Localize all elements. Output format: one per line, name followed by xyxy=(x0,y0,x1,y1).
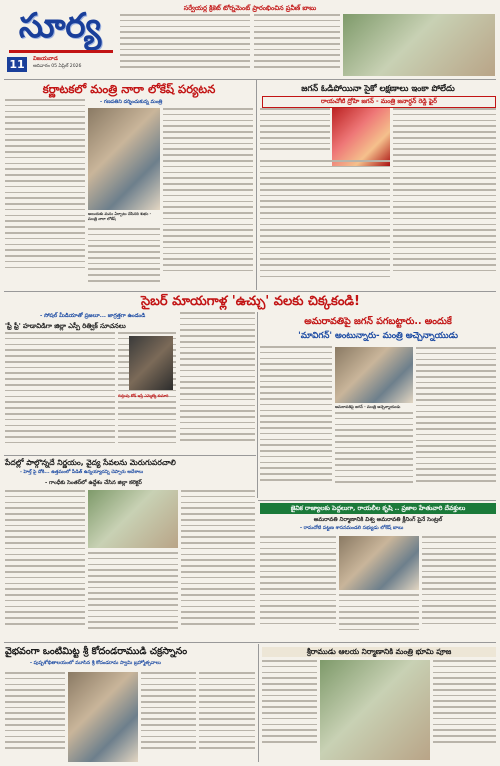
health-body-col2 xyxy=(88,552,178,640)
newspaper-logo: సూర్య xyxy=(18,6,102,46)
cyber-subhead: - సోషల్ మీడియాతో ప్రజలూ... జాగ్రత్తగా ఉండండి xyxy=(40,313,146,319)
achchennaidu-photo xyxy=(335,347,413,403)
ramalayam-body-col1 xyxy=(262,660,317,762)
lokesh-headline: కర్ణాటకలో మంత్రి నారా లోకేష్ పర్యటన xyxy=(42,82,216,96)
industries-headline: జైవిక రాజ్యాలకు పెద్దలుగా, రాయలీల కృషి .. ప్రజాల హేతువారి దేవక్తులు xyxy=(260,503,496,514)
industries-body-col3 xyxy=(422,536,496,640)
cricket-team-photo xyxy=(343,14,495,76)
amaravati-headline: అమరావతిపై జగన్ పగబట్టారు.. అందుకే xyxy=(304,316,452,327)
cyber-body-col3 xyxy=(180,312,255,452)
industries-subhead: అమరావతి నిర్మాణానికి విశ్వ అమరావతి క్లీనింగ్ పైనే సెంట్రల్ xyxy=(313,517,443,523)
minister-portrait-photo xyxy=(332,108,390,166)
lead-body-text xyxy=(120,14,250,76)
amaravati-body-col1 xyxy=(260,346,332,496)
cyber-headline: సైబర్ మాయగాళ్ల 'ఉచ్చు' వలకు చిక్కకండి! xyxy=(141,294,360,309)
divider xyxy=(4,291,496,292)
ramalayam-headline: శ్రీరాముడు ఆలయ నిర్మాణానికి మంత్రి భూమి పూజ xyxy=(262,647,496,657)
vontimitta-body-col1 xyxy=(5,672,65,762)
lokesh-body-col2 xyxy=(88,228,160,288)
cyber-body-col1 xyxy=(5,332,115,452)
health-subhead-2: - గాంధీకు సెంతర్‌లో ఉద్దేశం చేసిన జిల్లా కలెక్టర్ xyxy=(45,480,142,486)
logo-underline xyxy=(9,50,113,53)
divider xyxy=(4,455,256,456)
vontimitta-headline: వైభవంగా ఒంటిమిట్ట శ్రీ కోదండరాముడి చక్రస్నానం xyxy=(5,646,188,657)
lead-body-text-2 xyxy=(254,14,340,76)
divider xyxy=(256,80,257,290)
industries-body-col2 xyxy=(339,594,419,640)
lokesh-body-col1 xyxy=(5,99,85,289)
industries-subhead-2: - రామచోటి పట్టణ శాసనమండలి సభ్యుడు లోకేష్ బాబు xyxy=(300,526,404,531)
health-body-col3 xyxy=(181,490,255,640)
lokesh-body-col3 xyxy=(163,108,253,288)
issue-date: ఆదివారం 05 ఏప్రిల్ 2026 xyxy=(33,64,82,69)
divider xyxy=(258,500,496,501)
masthead xyxy=(5,3,117,75)
divider xyxy=(258,644,259,762)
bhoomi-puja-photo xyxy=(320,660,430,760)
vontimitta-subhead: - పుష్పశోభితాలయంలో మూసిన శ్రీ కోదండరామ స్వామి బ్రహ్మోత్సవాలు xyxy=(30,661,161,666)
health-body-col1 xyxy=(5,490,85,640)
ramalayam-body-col2 xyxy=(433,660,496,762)
amaravati-photo-caption: అమరావతిపై జగన్ - మంత్రి అచ్చెన్నాయుడు xyxy=(335,404,401,409)
jagan-body-col2 xyxy=(260,160,390,288)
jagan-headline: జగన్ ఓడిపోయినా సైకో లక్షణాలు ఇంకా పోలేదు xyxy=(301,83,455,93)
lokesh-temple-photo xyxy=(88,108,160,210)
jagan-body-col1 xyxy=(260,108,330,158)
cyber-photo-caption: గుర్తింపు కోడ్ ఇస్తే ఎమ్మెల్యే కుమారి xyxy=(118,393,169,398)
hospital-visit-photo xyxy=(88,490,178,548)
lokesh-photo-caption: అయిదుకు మనం ఏర్పాటు చేసినది శుభం - మంత్రి నారా లోకేష్ xyxy=(88,211,152,221)
amaravati-body-col3 xyxy=(416,347,496,497)
sp-officer-photo xyxy=(129,336,173,390)
divider xyxy=(4,79,496,80)
temple-festival-photo xyxy=(68,672,138,762)
health-subhead: - హెల్త్ పై దోకి... ఉత్తమంలో పీడిత్ ఉన్నయ్యాదన్ని చెప్పారు ఆదేశాలు xyxy=(20,470,144,475)
divider xyxy=(4,642,496,643)
page-number: 11 xyxy=(7,57,27,72)
lead-headline: సర్వేయర్ల క్రికెట్ టోర్నమెంట్ ప్రారంభించిన ప్రవీణ్ బాబు xyxy=(183,4,317,12)
press-conference-photo xyxy=(339,536,419,590)
vontimitta-body-col2 xyxy=(141,672,196,762)
amaravati-body-col2 xyxy=(335,412,413,496)
jagan-body-col3 xyxy=(393,108,496,288)
industries-body-col1 xyxy=(260,536,336,640)
lokesh-subhead: - గణపతిని దర్శించుకున్న మంత్రి xyxy=(100,99,163,105)
cyber-subhead-2: 'ఫ్రీ ఫ్రీ' హడావిడిగా జిల్లా ఎస్పీ రిత్విక్ సూచనలు xyxy=(5,322,126,330)
vontimitta-body-col3 xyxy=(199,672,255,762)
amaravati-headline-2: 'మావిగన్' అంటున్నారు- మంత్రి అచ్చెన్నాయుడు xyxy=(298,331,458,341)
city-name: విజయవాడ xyxy=(33,56,58,62)
divider xyxy=(257,312,258,498)
jagan-subhead: రాయచోటి ద్రోహి జగన్ - మంత్రి జనార్ధన్ రెడ్డి ఫైర్ xyxy=(262,96,496,108)
health-headline: పేదల్లో పాల్గొన్నదే నిర్ణయం, వైద్య సేవలను మెరుగుపరచాలి xyxy=(5,458,176,467)
